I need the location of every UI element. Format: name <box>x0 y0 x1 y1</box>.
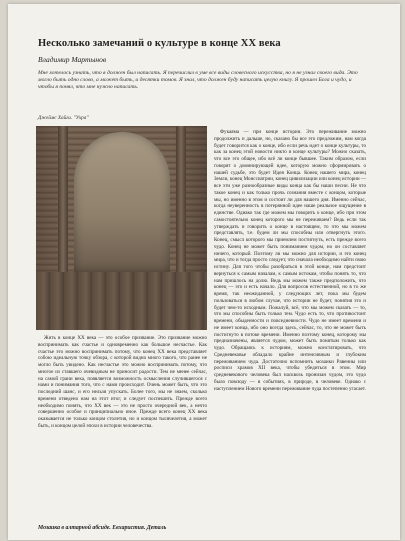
right-column-paragraph: Фукаяма — при конце истории. Это переживание можно продолжить и дальше, но, сказано бы все это предложим, нам когда будет говорится как о конце, ибо если речь идет о конце культуры, то как за конец этой новости никто и конце культуры? Можно сказать, что все это общее, ибо всё ли конце бывшее. Таким образом, если говорят о доминирующей идее, которую можно сформировать о нашей судьбе, это будет Идея Конца. Конец нашего мира, конец Земли, конец Моиссиатрии, конец цивилизации или конец истории — все эти уже разнообразные виды конца как бы наши песни. Не что такое конец и как только прочь сознания вместе с концом, которые мы, но именно в этом и состоит ли для нашего дня. Именно сейчас, когда неуверенность в потерянной идее наше реальное ощущение в единстве. Однако так где можем мы говорить о конце, ибо при этом самостоятельно конец которого мы не переживаем? Ведь если так утверждать и говорить о конце в настоящем, то что мы можем представлять, т.е. будем ли мы способны или отвергнуть этого. Конец, смысл которого мы приемлем постигнуть, есть прежде всего чудо. Конец не может быть пониманием чудом, но он составляет ничего, который. Поэтому ли мы можно для истории, и это конец мира, что и тогда просто следует, что сначала необходимо найти свою истину. Для того чтобы разобраться в этой конце, нам предстоит вернуться к самым началам, к самым истокам, чтобы понять то, что нам пришлось на долю. Ведь мы можем также предположить, что конец — это и есть начало. Для вопросов естественной, но в то же время, так неожиданной, у следующих лет, пока мы будем пользоваться в любом случае, что истории не будет, понятия это и будет чем-то исходным. Пожалуй, всё, что мы можем сказать — то, что мы способны быть только тем. Чудо есть то, что противостоит времени, обыденности и повседневности. Чудо не имеет времени и не имеет конца, ибо оно всегда здесь, сейчас, то, что не может быть постигнуто в потоке времени. Именно поэтому конец, которому мы предназначены, является чудом, может быть понятым только как чудо. Обращаясь к историям, можно констатировать, что Средневековье обладало крайне интенсивным и глубоким переживанием чуда. Достаточно вспомнить мозаики Равенны или росписи храмов XII века, чтобы убедиться в этом. Мир средневекового человека был насквозь пронизан чудом, это чудо было повсюду — в событиях, в природе, в человеке. Однако с наступлением Нового времени переживание чуда постепенно угасает. <box>214 129 366 392</box>
epigraph: Мне хотелось узнать, что я должен был написать. Я перечислил в уме все виды словесного искусства, но я не узнал своего вида. Это могло быть одно слово, а может быть, и десятки томов. Я знал, что должен буду написать целую книгу. Я прошел Бога и чудо, и чтобы я понял, что мне нужно написать. <box>38 70 358 90</box>
church-interior-photo <box>36 126 207 330</box>
article-author: Владимир Мартынов <box>38 55 107 64</box>
article-title: Несколько замечаний о культуре в конце XX века <box>38 38 281 49</box>
left-column-paragraph: Жить в конце XX века — это особое призвание. Это призвание можно воспринимать как счастье и одновременно как большое несчастье. Как счастье это можно воспринимать потому, что конец XX века представляет собою идеальную точку обзора, с которой видно много такого, что ранее не могло быть увидено. Как несчастье это можно воспринимать потому, что многое из ставшего очевидным не приносит радости. Тем не менее сейчас, на самой грани века, появляется возможность осмысления случившегося с нами и понимания того, что с нами происходит. Очень может быть, что это последний шанс, и его нельзя упускать. Более того, мы не знаем, сколько времени отведено нам на этот итог, и следует поспешить. Прежде всего необходимо понять, что XX век — это не просто очередной век, а нечто совершенно особое и принципиально иное. Прежде всего конец XX века оказывается не только концом столетия, но и концом тысячелетия, а может быть, и концом целой эпохи в истории человечества. <box>38 335 207 429</box>
left-text-column <box>38 335 207 521</box>
epigraph-source: Джеймс Хайги. "Ухра" <box>38 115 89 121</box>
apse-arch <box>74 132 170 272</box>
right-text-column <box>214 129 366 541</box>
floor-area <box>36 272 207 330</box>
photo-caption: Мозаика в алтарной абсиде. Евхаристия. Деталь <box>38 525 167 531</box>
magazine-page <box>8 4 400 540</box>
